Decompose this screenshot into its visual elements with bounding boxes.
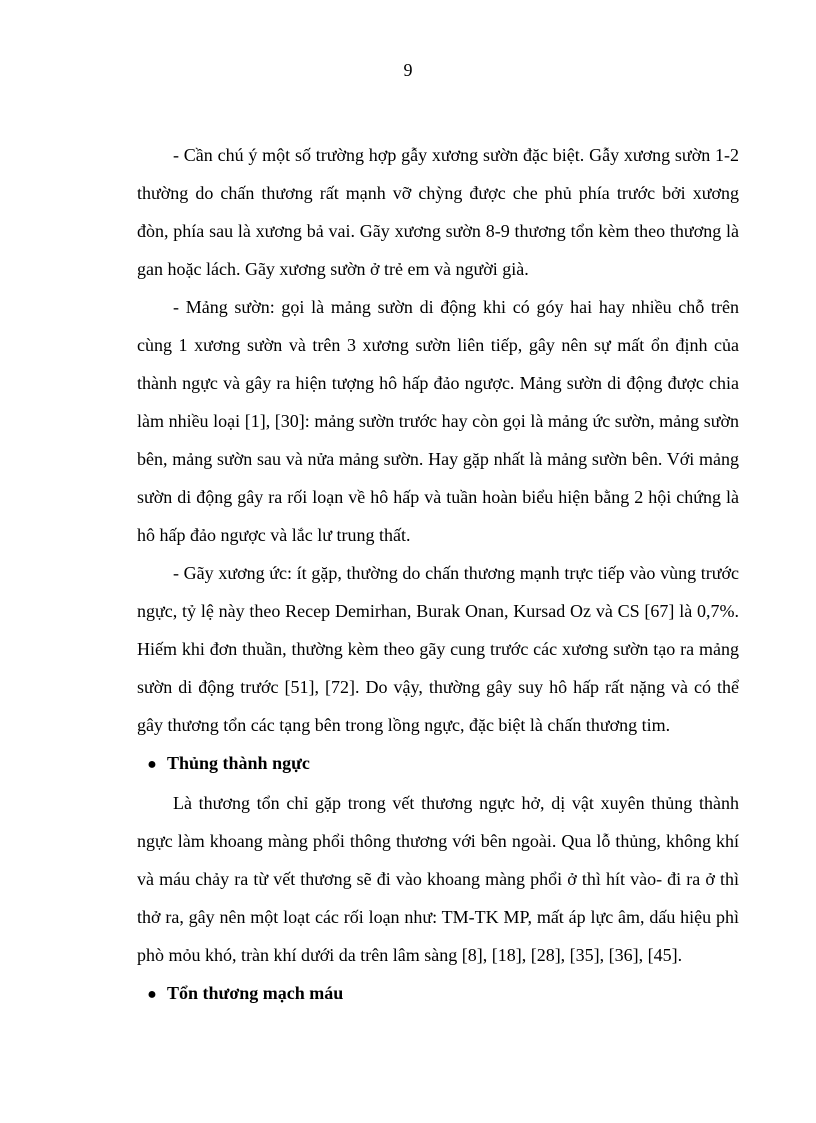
paragraph-broken-ribs: - Cần chú ý một số trường hợp gẫy xương sườn đặc biệt. Gẫy xương sườn 1-2 thường do chấn thương rất mạnh vỡ chỳng được che phủ phía trước bởi xương đòn, phía sau là xương bả vai. Gãy xương sườn 8-9 thương tổn kèm theo thương là gan hoặc lách. Gãy xương sườn ở trẻ em và người già. [137,145,739,279]
heading-chest-wall-perforation [137,744,739,784]
page-number: 9 [403,60,413,80]
heading-text: Tổn thương mạch máu [167,983,344,1003]
heading-vascular-injury [137,974,739,1014]
paragraph-chest-wall-perforation: Là thương tổn chỉ gặp trong vết thương ngực hở, dị vật xuyên thủng thành ngực làm khoang màng phổi thông thương với bên ngoài. Qua lỗ thủng, không khí và máu chảy ra từ vết thương sẽ đi vào khoang màng phổi ở thì hít vào- đi ra ở thì thở ra, gây nên một loạt các rối loạn như: TM-TK MP, mất áp lực âm, dấu hiệu phì phò mỏu khó, tràn khí dưới da trên lâm sàng [8], [18], [28], [35], [36], [45]. [137,793,739,965]
bullet-icon: ● [147,986,157,1003]
heading-text: Thủng thành ngực [167,753,310,773]
document-body [137,136,739,1014]
bullet-icon: ● [147,756,157,773]
paragraph-flail-chest: - Mảng sườn: gọi là mảng sườn di động khi có góy hai hay nhiều chỗ trên cùng 1 xương sườn và trên 3 xương sườn liên tiếp, gây nên sự mất ổn định của thành ngực và gây ra hiện tượng hô hấp đảo ngược. Mảng sườn di động được chia làm nhiều loại [1], [30]: mảng sườn trước hay còn gọi là mảng ức sườn, mảng sườn bên, mảng sườn sau và nửa mảng sườn. Hay gặp nhất là mảng sườn bên. Với mảng sườn di động gây ra rối loạn về hô hấp và tuần hoàn biểu hiện bằng 2 hội chứng là hô hấp đảo ngược và lắc lư trung thất. [137,297,739,545]
paragraph-sternum-fracture: - Gãy xương ức: ít gặp, thường do chấn thương mạnh trực tiếp vào vùng trước ngực, tỷ lệ này theo Recep Demirhan, Burak Onan, Kursad Oz và CS [67] là 0,7%. Hiếm khi đơn thuần, thường kèm theo gãy cung trước các xương sườn tạo ra mảng sườn di động trước [51], [72]. Do vậy, thường gây suy hô hấp rất nặng và có thể gây thương tổn các tạng bên trong lồng ngực, đặc biệt là chấn thương tim. [137,563,739,735]
